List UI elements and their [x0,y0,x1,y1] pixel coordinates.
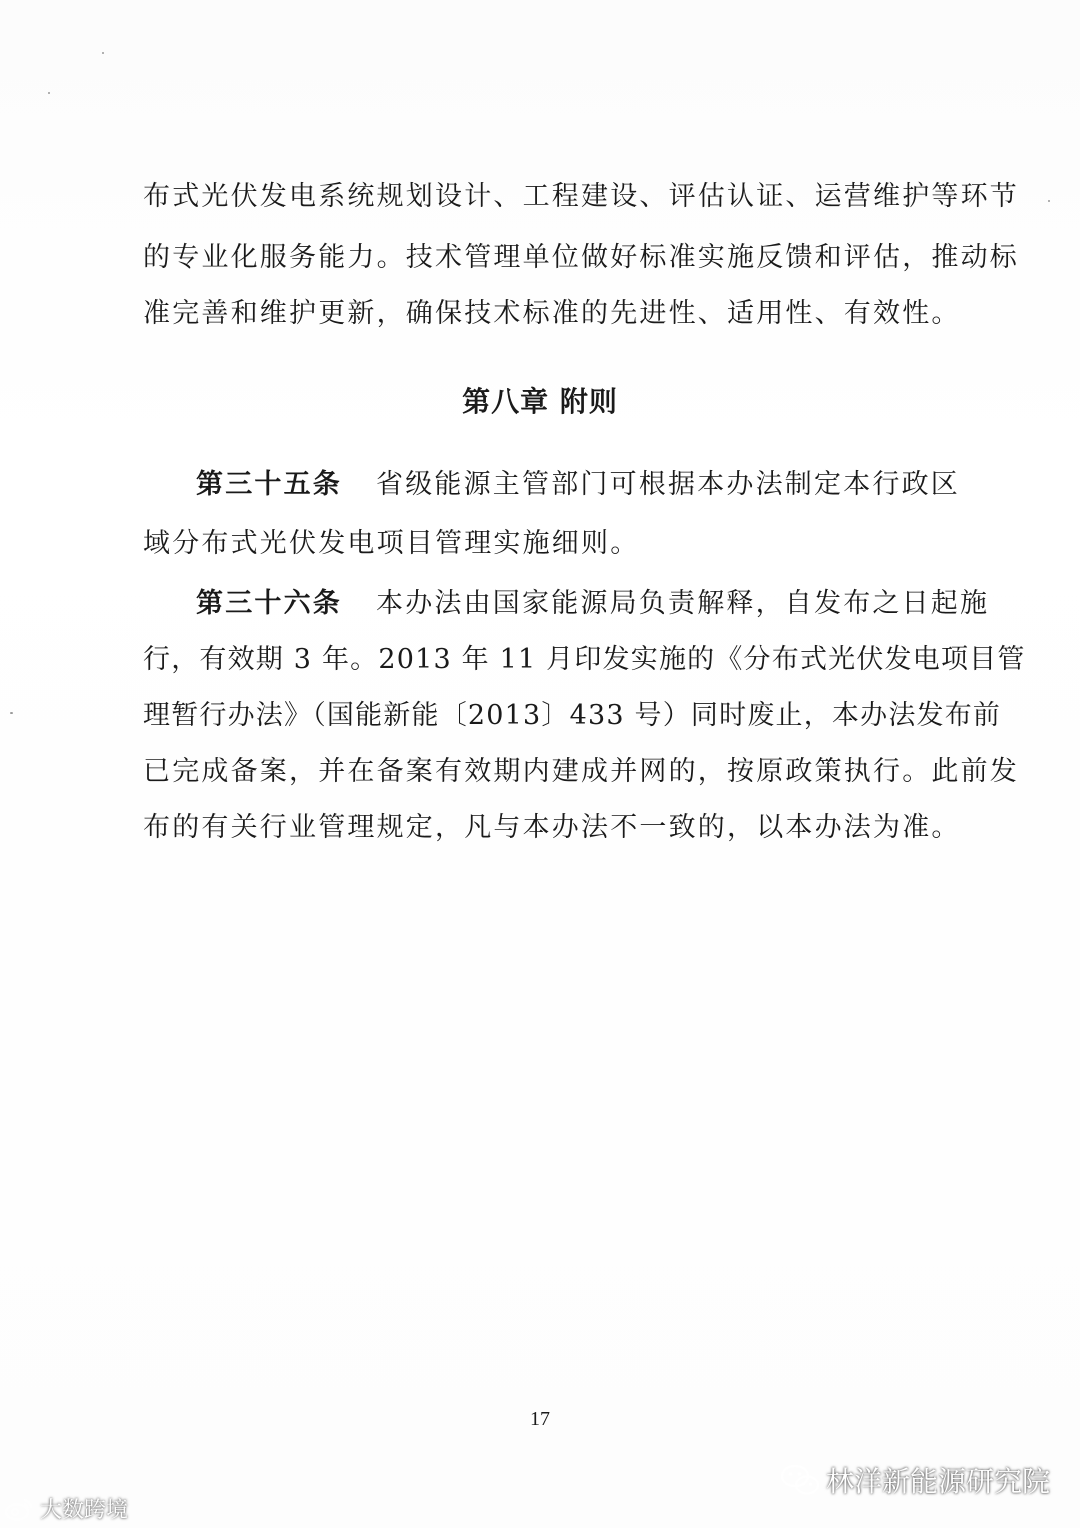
weibo-icon [4,1497,34,1521]
article-label: 第三十六条 [196,588,342,619]
body-line: 行，有效期 3 年。2013 年 11 月印发实施的《分布式光伏发电项目管 [143,644,1026,675]
watermark-left-text: 大数跨境 [40,1498,129,1523]
body-line: 布式光伏发电系统规划设计、工程建设、评估认证、运营维护等环节 [143,181,1019,212]
body-line: 理暂行办法》（国能新能〔2013〕433 号）同时废止，本办法发布前 [143,700,1002,731]
page-number: 17 [530,1408,550,1430]
watermark-right-text: 林洋新能源研究院 [825,1465,1050,1498]
article-36-line [196,586,990,622]
article-35-line [196,467,960,503]
scan-speck [48,92,50,94]
body-line: 布的有关行业管理规定，凡与本办法不一致的，以本办法为准。 [143,812,961,843]
watermark-right [780,1460,1050,1500]
article-text: 省级能源主管部门可根据本办法制定本行政区 [376,469,960,500]
body-line: 域分布式光伏发电项目管理实施细则。 [143,528,640,559]
watermark-left [4,1493,128,1524]
chapter-title: 第八章 附则 [462,385,618,418]
body-line: 准完善和维护更新，确保技术标准的先进性、适用性、有效性。 [143,298,961,329]
article-label: 第三十五条 [196,469,342,500]
body-line: 的专业化服务能力。技术管理单位做好标准实施反馈和评估，推动标 [143,242,1019,273]
scan-speck [102,52,104,54]
wechat-icon [780,1463,820,1497]
scan-speck [10,712,13,714]
scan-speck [1048,200,1050,202]
article-text: 本办法由国家能源局负责解释，自发布之日起施 [376,588,990,619]
body-line: 已完成备案，并在备案有效期内建成并网的，按原政策执行。此前发 [143,756,1019,787]
